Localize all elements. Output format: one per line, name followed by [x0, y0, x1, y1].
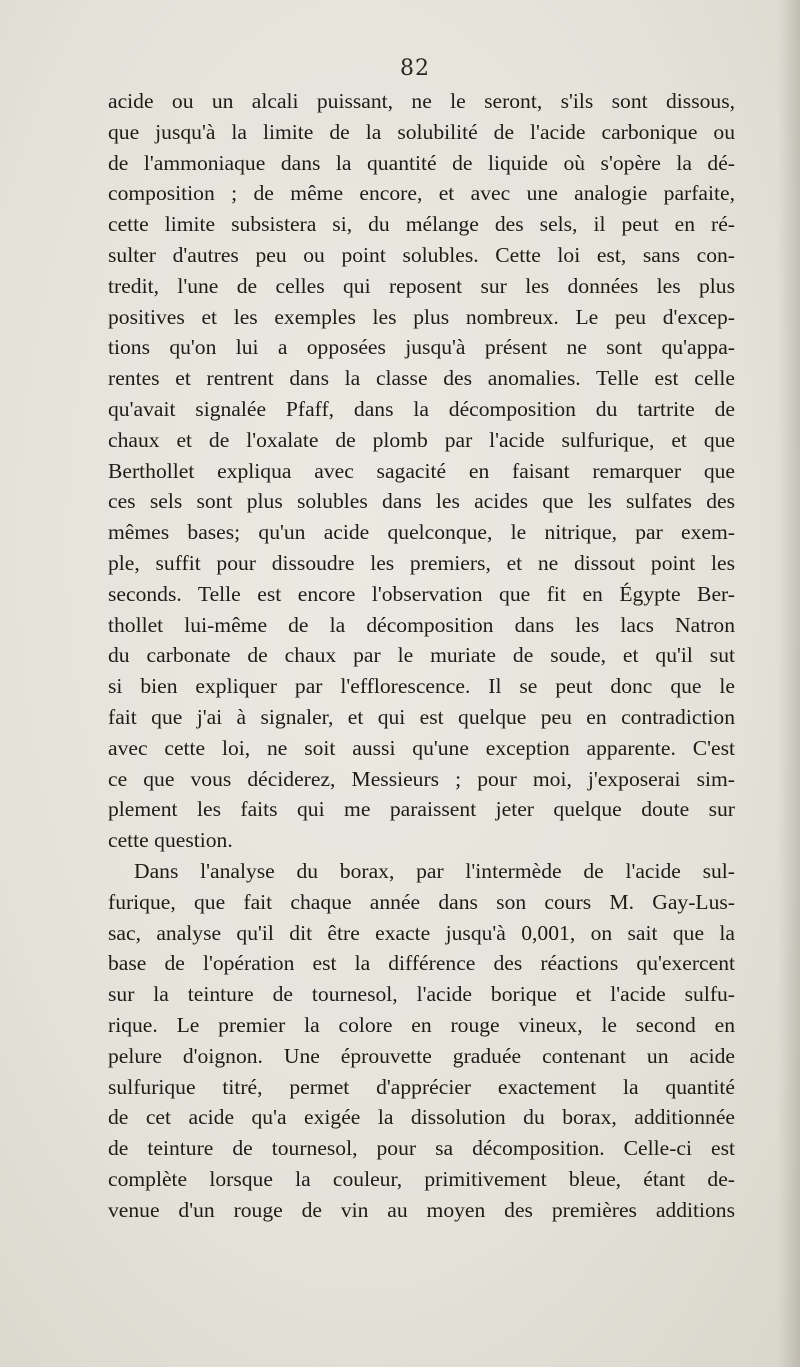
- page-number: 82: [400, 56, 430, 81]
- paragraph: [108, 86, 735, 856]
- text-line: cette limite subsistera si, du mélange des sels, il peut en ré-: [108, 212, 735, 237]
- text-line: sulter d'autres peu ou point solubles. Cette loi est, sans con-: [108, 242, 735, 267]
- text-line: avec cette loi, ne soit aussi qu'une exception apparente. C'est: [108, 735, 735, 760]
- text-line: de teinture de tournesol, pour sa décomposition. Celle-ci est: [108, 1136, 735, 1161]
- text-line: sulfurique titré, permet d'apprécier exactement la quantité: [108, 1074, 735, 1099]
- text-line: tredit, l'une de celles qui reposent sur les données les plus: [108, 273, 735, 298]
- text-line: ple, suffit pour dissoudre les premiers, et ne dissout point les: [108, 550, 735, 575]
- text-line: rentes et rentrent dans la classe des anomalies. Telle est celle: [108, 366, 735, 391]
- page-edge-shadow: [778, 0, 800, 1367]
- text-line: pelure d'oignon. Une éprouvette graduée contenant un acide: [108, 1043, 735, 1068]
- text-line: ce que vous déciderez, Messieurs ; pour moi, j'exposerai sim-: [108, 766, 735, 791]
- text-line: sur la teinture de tournesol, l'acide borique et l'acide sulfu-: [108, 982, 735, 1007]
- text-line: du carbonate de chaux par le muriate de soude, et qu'il sut: [108, 643, 735, 668]
- text-line: plement les faits qui me paraissent jeter quelque doute sur: [108, 797, 735, 822]
- text-line: sac, analyse qu'il dit être exacte jusqu'à 0,001, on sait que la: [108, 920, 735, 945]
- text-line: seconds. Telle est encore l'observation que fit en Égypte Ber-: [108, 581, 735, 606]
- text-line: de l'ammoniaque dans la quantité de liquide où s'opère la dé-: [108, 150, 735, 175]
- text-line: acide ou un alcali puissant, ne le seront, s'ils sont dissous,: [108, 89, 735, 113]
- text-line: thollet lui-même de la décomposition dans les lacs Natron: [108, 612, 735, 637]
- paragraph: [108, 856, 735, 1226]
- text-line: que jusqu'à la limite de la solubilité de l'acide carbonique ou: [108, 119, 735, 144]
- text-line: composition ; de même encore, et avec une analogie parfaite,: [108, 181, 735, 206]
- text-line: Berthollet expliqua avec sagacité en faisant remarquer que: [108, 458, 735, 483]
- text-line: chaux et de l'oxalate de plomb par l'acide sulfurique, et que: [108, 427, 735, 452]
- text-line: base de l'opération est la différence des réactions qu'exercent: [108, 951, 735, 976]
- text-line: de cet acide qu'a exigée la dissolution du borax, additionnée: [108, 1105, 735, 1130]
- text-line: si bien expliquer par l'efflorescence. Il se peut donc que le: [108, 674, 735, 699]
- text-line: rique. Le premier la colore en rouge vineux, le second en: [108, 1012, 735, 1037]
- text-line: qu'avait signalée Pfaff, dans la décomposition du tartrite de: [108, 396, 735, 421]
- text-line: Dans l'analyse du borax, par l'intermède de l'acide sul-: [134, 858, 735, 883]
- text-line: cette question.: [108, 828, 233, 853]
- text-line: tions qu'on lui a opposées jusqu'à présent ne sont qu'appa-: [108, 335, 735, 360]
- text-line: mêmes bases; qu'un acide quelconque, le nitrique, par exem-: [108, 520, 735, 545]
- body-text: [108, 86, 735, 1225]
- text-line: fait que j'ai à signaler, et qui est quelque peu en contradiction: [108, 704, 735, 729]
- text-line: complète lorsque la couleur, primitivement bleue, étant de-: [108, 1166, 735, 1191]
- text-line: furique, que fait chaque année dans son cours M. Gay-Lus-: [108, 889, 735, 914]
- text-line: venue d'un rouge de vin au moyen des premières additions: [108, 1197, 735, 1222]
- text-line: ces sels sont plus solubles dans les acides que les sulfates des: [108, 489, 735, 514]
- text-line: positives et les exemples les plus nombreux. Le peu d'excep-: [108, 304, 735, 329]
